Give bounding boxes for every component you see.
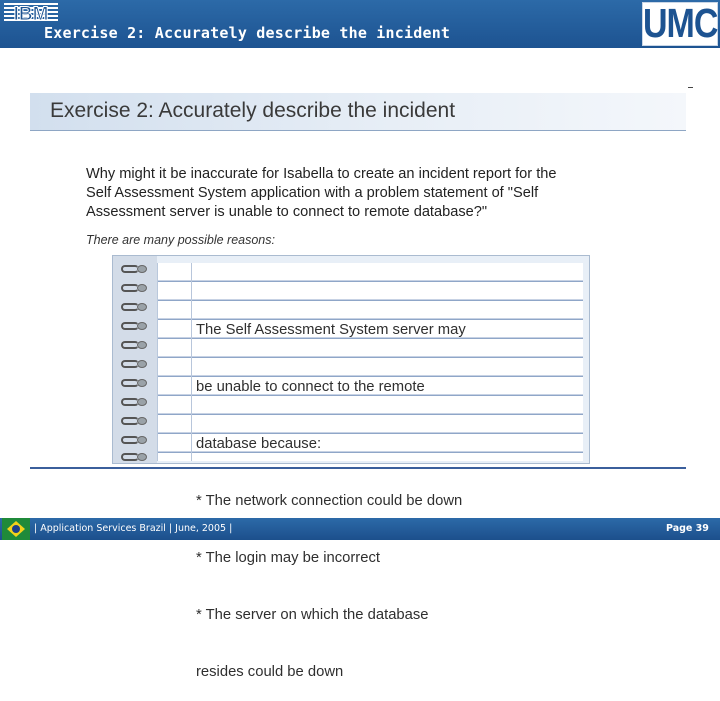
notebook-ring-icon xyxy=(121,452,151,462)
notebook-ring-icon xyxy=(121,416,151,426)
brazil-flag-icon xyxy=(2,518,30,540)
notebook-ring-icon xyxy=(121,321,151,331)
footer-text: | Application Services Brazil | June, 2005 | xyxy=(34,523,233,534)
question-text xyxy=(86,165,646,222)
question-line: Why might it be inaccurate for Isabella to create an incident report for the xyxy=(86,166,557,182)
notebook-line: * The server on which the database xyxy=(196,607,429,623)
notebook-ring-icon xyxy=(121,340,151,350)
bottom-rule xyxy=(30,467,686,469)
notebook-line: database because: xyxy=(196,436,322,452)
umc-logo-text: UMC xyxy=(643,1,718,47)
reasons-note: There are many possible reasons: xyxy=(86,233,275,247)
page-number: Page 39 xyxy=(666,523,709,534)
notebook-ring-icon xyxy=(121,302,151,312)
notebook-text xyxy=(196,283,576,701)
notebook-ring-icon xyxy=(121,359,151,369)
notebook-line: * The login may be incorrect xyxy=(196,550,380,566)
notebook-ring-icon xyxy=(121,264,151,274)
question-line: Assessment server is unable to connect to remote database?" xyxy=(86,204,488,220)
notebook-line: * The network connection could be down xyxy=(196,493,463,509)
corner-mark xyxy=(688,87,693,88)
header-title: Exercise 2: Accurately describe the incident xyxy=(44,24,451,42)
notebook-ring-icon xyxy=(121,283,151,293)
notebook-line: be unable to connect to the remote xyxy=(196,379,425,395)
notebook-ring-icon xyxy=(121,397,151,407)
svg-text:IBM: IBM xyxy=(13,4,49,25)
slide-title: Exercise 2: Accurately describe the incident xyxy=(50,99,456,122)
footer-bar xyxy=(0,518,720,540)
notebook-line: resides could be down xyxy=(196,664,344,680)
notebook-ring-icon xyxy=(121,435,151,445)
umc-logo xyxy=(642,2,718,46)
notebook-line: The Self Assessment System server may xyxy=(196,322,466,338)
question-line: Self Assessment System application with a problem statement of "Self xyxy=(86,185,539,201)
header-bar xyxy=(0,0,720,48)
notebook-ring-icon xyxy=(121,378,151,388)
slide-title-band xyxy=(30,93,686,131)
notebook-margin-line xyxy=(191,263,192,461)
ibm-logo xyxy=(4,3,58,23)
